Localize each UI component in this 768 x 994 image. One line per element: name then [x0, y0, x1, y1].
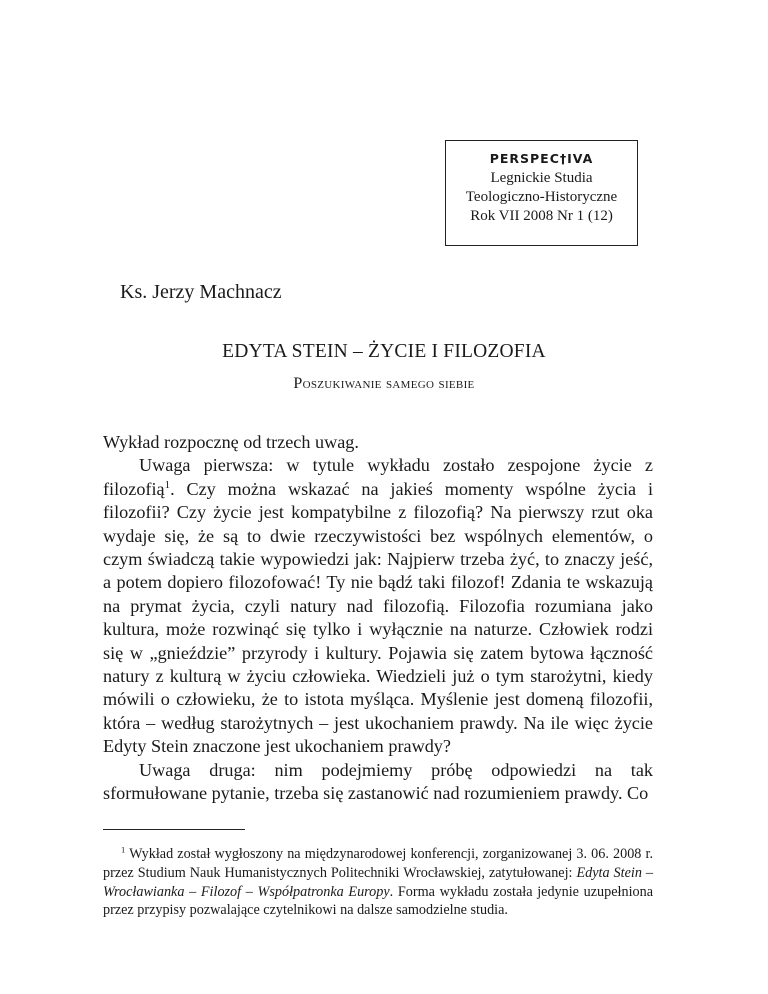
- footnote-divider: [103, 829, 245, 830]
- article-title: EDYTA STEIN – ŻYCIE I FILOZOFIA: [222, 341, 546, 362]
- paragraph-2: [103, 454, 653, 758]
- footnote-text-before: Wykład został wygłoszony na międzynarodowej konferencji, zorganizowanej 3. 06. 2008 r. przez Studium Nauk Humanistycznych Politechniki Wrocławskiej, zatytułowanej:: [103, 846, 653, 881]
- footnote: [103, 845, 653, 920]
- journal-issue-line: Rok VII 2008 Nr 1 (12): [470, 208, 613, 224]
- paragraph-2-text-after: . Czy można wskazać na jakieś momenty wspólne życia i filozofii? Czy życie jest kompatybilne z filozofią? Na pierwszy rzut oka wydaje się, że są to dwie rzeczywistości bez wspólnych elementów, o czym świadczą takie wypowiedzi jak: Najpierw trzeba żyć, to znaczy jeść, a potem dopiero filozofować! Ty nie bądź taki filozof! Zdania te wskazują na prymat życia, czyli natury nad filozofią. Filozofia rozumiana jako kultura, może rozwinąć się tylko i wyłącznie na naturze. Człowiek rodzi się w „gnieździe” przyrody i kultury. Pojawia się zatem bytowa łączność natury z kulturą w życiu człowieka. Wiedzieli już o tym starożytni, kiedy mówili o człowieku, że to istota myśląca. Myślenie jest domeną filozofii, która – według starożytnych – jest ukochaniem prawdy. Na ile więc życie Edyty Stein znaczone jest ukochaniem prawdy?: [103, 478, 653, 757]
- journal-info-box: [445, 140, 638, 246]
- article-subtitle: Poszukiwanie samego siebie: [293, 375, 475, 392]
- footnote-1: [103, 845, 653, 920]
- paragraph-2-text-before: Uwaga pierwsza: w tytule wykładu zostało zespojone życie z filozofią: [103, 455, 653, 499]
- paragraph-1: Wykład rozpocznę od trzech uwag.: [103, 432, 359, 452]
- article-body: [103, 431, 653, 806]
- footnote-text-after: . Forma wykładu została jedynie uzupełniona przez przypisy pozwalające czytelnikowi na dalsze samodzielne studia.: [103, 883, 653, 919]
- journal-name: PERSPEC†IVA: [489, 151, 594, 166]
- article-author: Ks. Jerzy Machnacz: [120, 281, 282, 303]
- journal-subtitle-line1: Legnickie Studia: [490, 170, 593, 186]
- footnote-number: 1: [121, 844, 126, 855]
- footnote-reference[interactable]: 1: [164, 478, 171, 491]
- journal-subtitle-line2: Teologiczno-Historyczne: [465, 189, 618, 205]
- paragraph-3: Uwaga druga: nim podejmiemy próbę odpowiedzi na tak sformułowane pytanie, trzeba się zastanowić nad rozumieniem prawdy. Co: [103, 759, 653, 804]
- footnote-lecture-title: Edyta Stein – Wrocławianka – Filozof – Współpatronka Europy: [103, 864, 653, 900]
